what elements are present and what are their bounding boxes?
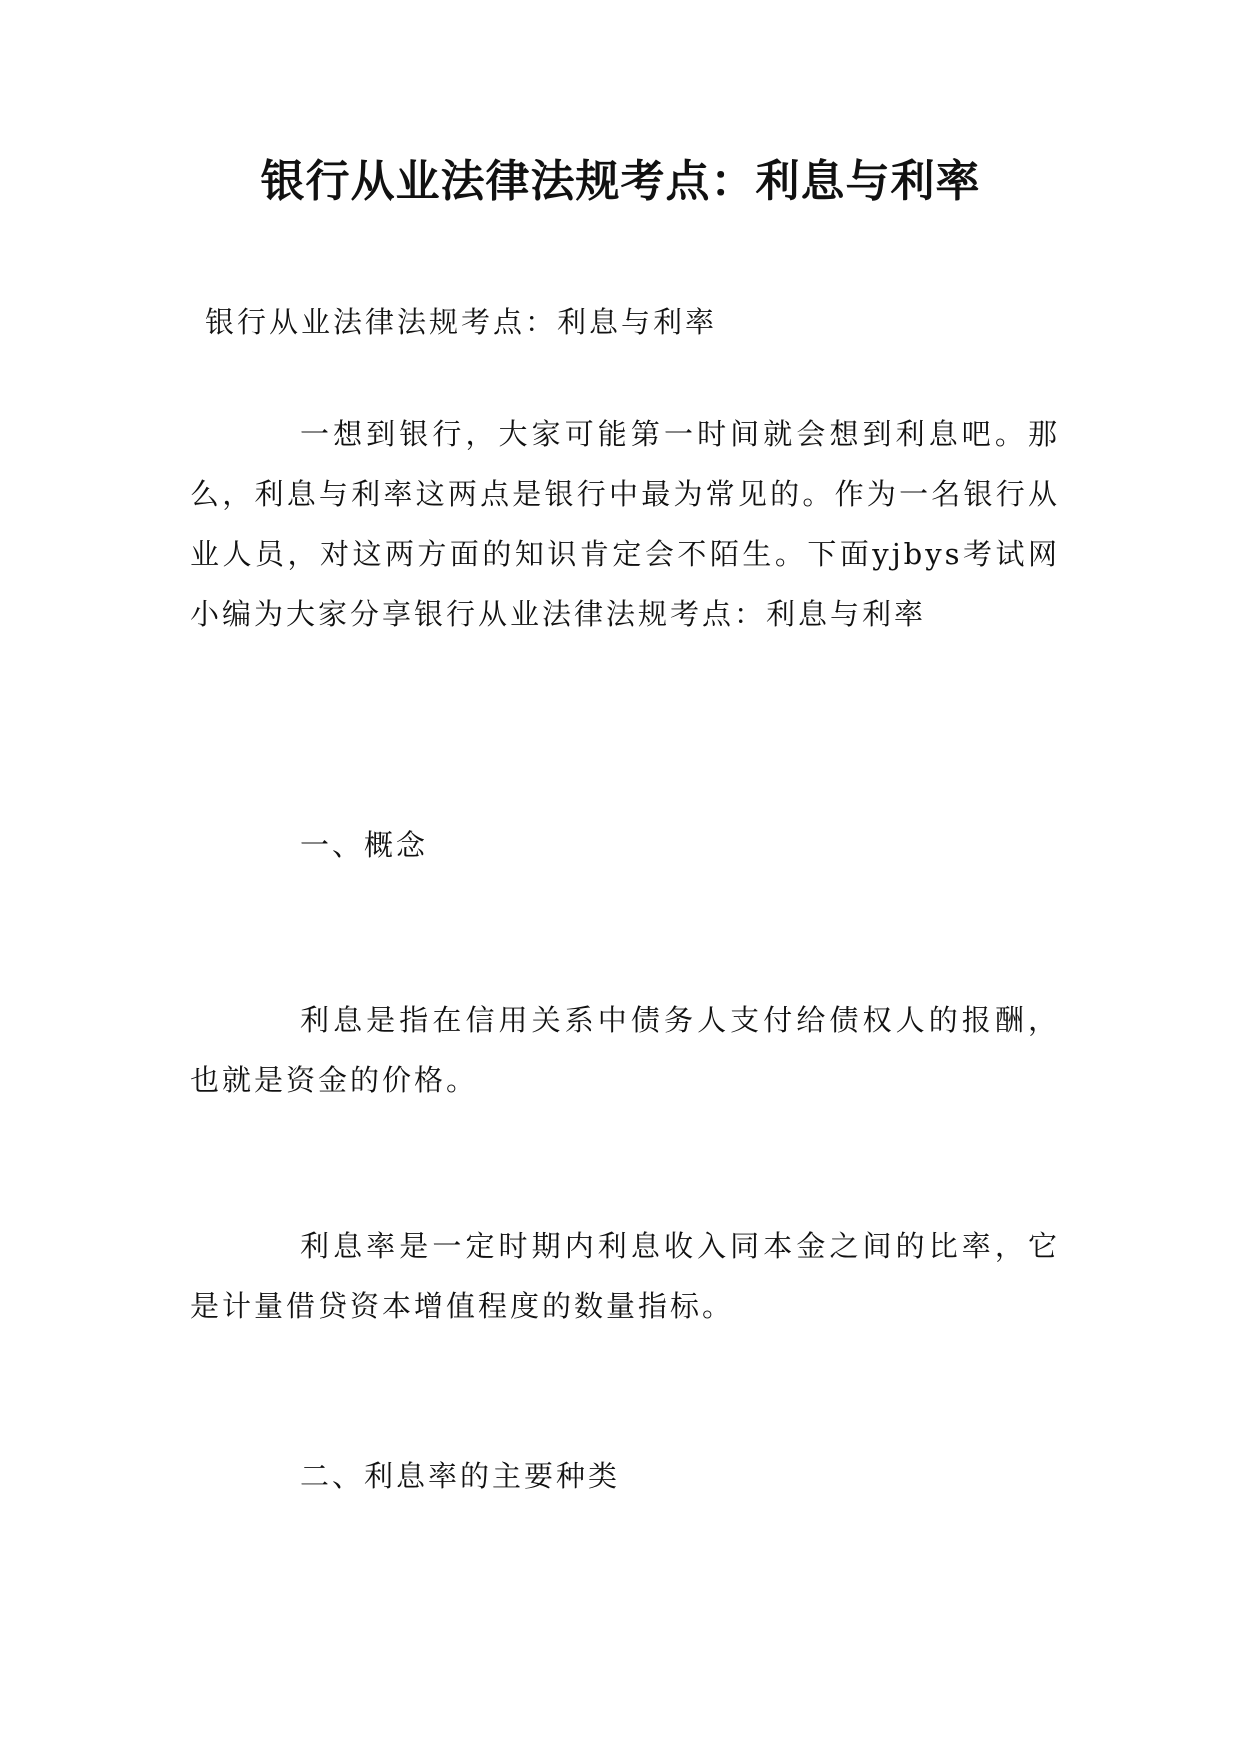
section-heading-rate-types: 二、利息率的主要种类 (300, 1459, 621, 1493)
document-title: 银行从业法律法规考点：利息与利率 (260, 156, 981, 207)
intro-paragraph: 一想到银行，大家可能第一时间就会想到利息吧。那么，利息与利率这两点是银行中最为常见的。作为一名银行从业人员，对这两方面的知识肯定会不陌生。下面yjbys考试网小编为大家分享银行从业法律法规考点：利息与利率 (190, 417, 1060, 631)
section-heading-concept: 一、概念 (300, 828, 429, 862)
document-subtitle: 银行从业法律法规考点：利息与利率 (205, 305, 718, 339)
interest-rate-definition-paragraph: 利息率是一定时期内利息收入同本金之间的比率，它是计量借贷资本增值程度的数量指标。 (190, 1229, 1060, 1323)
interest-definition-paragraph: 利息是指在信用关系中债务人支付给债权人的报酬，也就是资金的价格。 (190, 1003, 1060, 1097)
